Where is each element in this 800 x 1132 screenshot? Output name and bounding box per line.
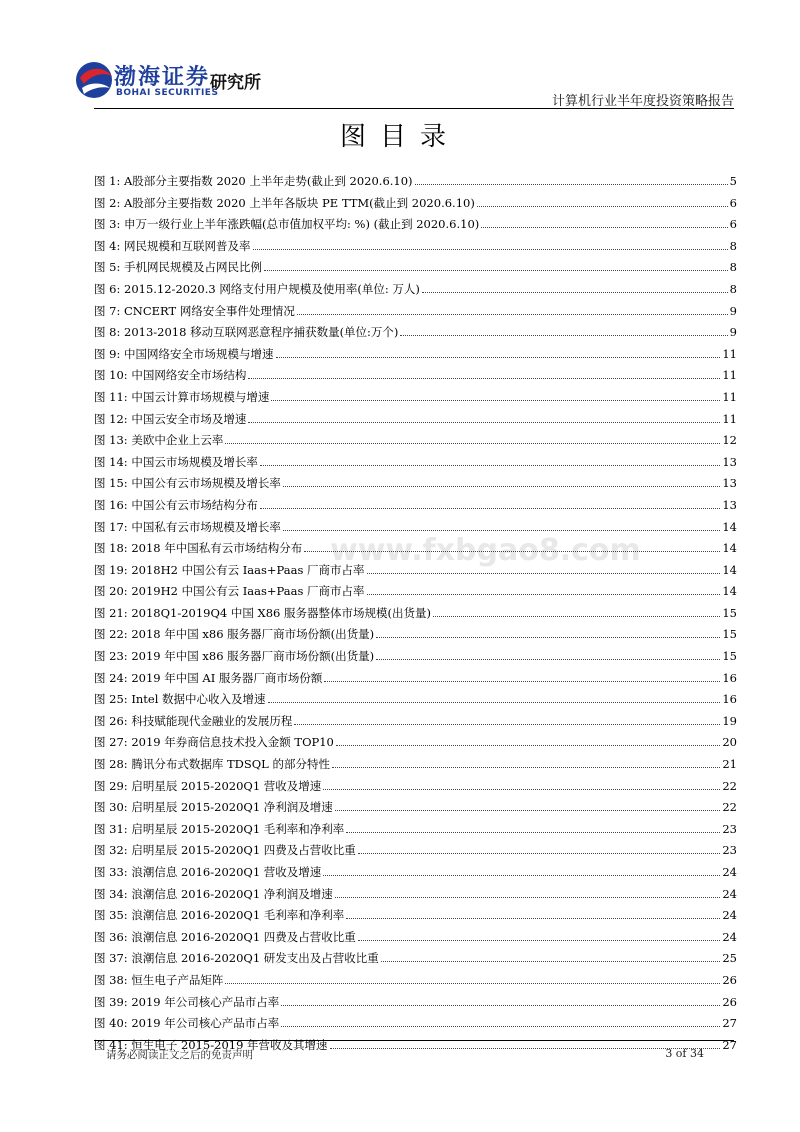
toc-entry[interactable] [94,646,737,668]
toc-entry[interactable] [94,452,737,474]
toc-dot-leader [248,409,720,423]
toc-entry-page: 8 [729,281,737,296]
toc-entry-page: 14 [722,519,737,534]
toc-dot-leader [225,970,720,984]
toc-dot-leader [335,797,721,811]
toc-entry-page: 14 [722,541,737,556]
toc-dot-leader [367,560,721,574]
toc-entry-page: 8 [729,260,737,275]
toc-entry-page: 9 [729,325,737,340]
toc-entry[interactable] [94,344,737,366]
toc-entry-label: 图 17: 中国私有云市场规模及增长率 [94,519,281,534]
toc-entry[interactable] [94,970,737,992]
toc-dot-leader [400,322,727,336]
toc-entry[interactable] [94,257,737,279]
toc-dot-leader [433,603,720,617]
toc-dot-leader [381,948,721,962]
toc-entry[interactable] [94,797,737,819]
toc-entry[interactable] [94,905,737,927]
toc-entry[interactable] [94,1013,737,1035]
toc-entry-page: 21 [722,757,737,772]
toc-entry-label: 图 12: 中国云安全市场及增速 [94,411,247,426]
toc-dot-leader [358,927,721,941]
page-number: 3 of 34 [665,1047,704,1060]
toc-entry[interactable] [94,862,737,884]
toc-entry[interactable] [94,732,737,754]
toc-entry[interactable] [94,624,737,646]
toc-entry[interactable] [94,603,737,625]
toc-entry-page: 24 [722,865,737,879]
toc-entry-page: 15 [722,627,737,642]
toc-dot-leader [294,711,720,725]
toc-entry[interactable] [94,776,737,798]
toc-entry-label: 图 16: 中国公有云市场结构分布 [94,497,258,512]
toc-entry-label: 图 10: 中国网络安全市场结构 [94,368,247,383]
page-footer [0,1040,800,1070]
toc-entry[interactable] [94,668,737,690]
page-header [0,0,800,110]
footer-divider [94,1040,734,1041]
figure-table-of-contents [94,171,737,1056]
toc-entry[interactable] [94,948,737,970]
toc-entry-page: 27 [722,1037,737,1052]
toc-dot-leader [376,646,720,660]
toc-entry-page: 24 [722,929,737,944]
toc-entry-page: 24 [722,886,737,901]
toc-entry-label: 图 22: 2018 年中国 x86 服务器厂商市场份额(出货量) [94,627,375,642]
disclaimer-text: 请务必阅读正文之后的免责声明 [106,1049,253,1061]
toc-entry-page: 11 [722,368,737,383]
toc-dot-leader [415,171,728,185]
toc-dot-leader [481,214,727,228]
toc-dot-leader [422,279,728,293]
toc-entry-page: 9 [729,303,737,318]
toc-entry-label: 图 25: Intel 数据中心收入及增速 [94,692,266,707]
toc-entry-label: 图 40: 2019 年公司核心产品市占率 [94,1016,280,1031]
toc-entry-page: 11 [722,346,737,361]
toc-entry[interactable] [94,279,737,301]
toc-entry[interactable] [94,365,737,387]
toc-entry[interactable] [94,495,737,517]
toc-entry[interactable] [94,171,737,193]
toc-entry-label: 图 32: 启明星辰 2015-2020Q1 四费及占营收比重 [94,843,356,858]
toc-entry-page: 25 [722,951,737,966]
toc-entry-page: 23 [722,843,737,858]
toc-entry-page: 22 [722,778,737,793]
logo-chinese-text: 渤海证券 [114,65,211,90]
toc-entry-page: 13 [722,497,737,512]
toc-entry-label: 图 29: 启明星辰 2015-2020Q1 营收及增速 [94,778,322,793]
toc-entry-label: 图 37: 浪潮信息 2016-2020Q1 研发支出及占营收比重 [94,951,379,966]
toc-entry-page: 23 [722,821,737,836]
toc-entry[interactable] [94,473,737,495]
toc-entry[interactable] [94,992,737,1014]
report-title: 计算机行业半年度投资策略报告 [551,94,734,109]
toc-entry-page: 14 [722,562,737,577]
toc-entry-label: 图 14: 中国云市场规模及增长率 [94,454,258,469]
toc-entry[interactable] [94,214,737,236]
toc-entry-label: 图 6: 2015.12-2020.3 网络支付用户规模及使用率(单位: 万人) [94,281,420,296]
toc-dot-leader [477,193,728,207]
toc-entry[interactable] [94,884,737,906]
toc-dot-leader [283,517,721,531]
toc-entry-label: 图 3: 申万一级行业上半年涨跌幅(总市值加权平均: %) (截止到 2020.6.10) [94,217,480,232]
toc-dot-leader [260,495,721,509]
toc-entry-page: 15 [722,605,737,620]
toc-entry-label: 图 38: 恒生电子产品矩阵 [94,972,224,987]
toc-entry-label: 图 34: 浪潮信息 2016-2020Q1 净利润及增速 [94,886,333,901]
toc-entry[interactable] [94,927,737,949]
toc-entry[interactable] [94,840,737,862]
toc-dot-leader [248,365,720,379]
toc-dot-leader [268,689,721,703]
toc-entry[interactable] [94,193,737,215]
toc-entry-label: 图 8: 2013-2018 移动互联网恶意程序捕获数量(单位:万个) [94,325,399,340]
toc-entry[interactable] [94,301,737,323]
toc-entry[interactable] [94,387,737,409]
toc-entry-page: 8 [729,238,737,253]
toc-entry-label: 图 15: 中国公有云市场规模及增长率 [94,476,281,491]
toc-entry[interactable] [94,236,737,258]
toc-entry-label: 图 13: 美欧中企业上云率 [94,433,224,448]
institute-label: 研究所 [210,73,261,93]
toc-entry-page: 22 [722,800,737,815]
page-title: 图目录 [339,122,460,152]
toc-entry[interactable] [94,409,737,431]
toc-entry-label: 图 18: 2018 年中国私有云市场结构分布 [94,541,303,556]
toc-entry-page: 27 [722,1016,737,1031]
header-divider [94,108,734,109]
toc-entry-page: 5 [729,174,737,188]
toc-dot-leader [283,473,721,487]
toc-entry[interactable] [94,754,737,776]
toc-entry[interactable] [94,322,737,344]
toc-entry[interactable] [94,517,737,539]
toc-entry-label: 图 19: 2018H2 中国公有云 Iaas+Paas 厂商市占率 [94,562,365,577]
toc-entry-label: 图 21: 2018Q1-2019Q4 中国 X86 服务器整体市场规模(出货量) [94,605,431,620]
toc-dot-leader [225,430,720,444]
toc-dot-leader [260,452,721,466]
toc-dot-leader [271,387,720,401]
toc-dot-leader [304,538,720,552]
toc-dot-leader [358,840,721,854]
toc-dot-leader [264,257,728,271]
toc-dot-leader [276,344,721,358]
toc-entry-page: 20 [722,735,737,750]
toc-entry-page: 15 [722,649,737,664]
toc-entry-label: 图 7: CNCERT 网络安全事件处理情况 [94,303,295,318]
toc-entry-page: 14 [722,584,737,599]
toc-entry-page: 16 [722,692,737,707]
toc-entry-label: 图 20: 2019H2 中国公有云 Iaas+Paas 厂商市占率 [94,584,365,599]
toc-entry-page: 11 [722,389,737,404]
toc-entry[interactable] [94,538,737,560]
toc-entry-label: 图 4: 网民规模和互联网普及率 [94,238,251,253]
toc-entry-label: 图 11: 中国云计算市场规模与增速 [94,389,270,404]
toc-entry-page: 16 [722,670,737,685]
toc-entry-page: 24 [722,908,737,923]
toc-entry-label: 图 26: 科技赋能现代金融业的发展历程 [94,713,293,728]
toc-entry-label: 图 24: 2019 年中国 AI 服务器厂商市场份额 [94,670,323,685]
toc-dot-leader [323,776,720,790]
toc-dot-leader [253,236,728,250]
toc-entry-label: 图 5: 手机网民规模及占网民比例 [94,260,263,275]
toc-dot-leader [336,732,720,746]
toc-entry-label: 图 31: 启明星辰 2015-2020Q1 毛利率和净利率 [94,821,345,836]
toc-dot-leader [376,624,720,638]
toc-dot-leader [346,819,720,833]
toc-entry[interactable] [94,819,737,841]
toc-dot-leader [323,862,720,876]
toc-entry-label: 图 39: 2019 年公司核心产品市占率 [94,994,280,1009]
toc-entry-page: 6 [729,195,737,210]
watermark: www.fxbgao8.com [330,533,641,568]
toc-entry-label: 图 23: 2019 年中国 x86 服务器厂商市场份额(出货量) [94,649,375,664]
toc-dot-leader [346,905,720,919]
toc-dot-leader [332,754,720,768]
toc-entry[interactable] [94,689,737,711]
toc-entry-label: 图 28: 腾讯分布式数据库 TDSQL 的部分特性 [94,757,330,772]
toc-entry-page: 13 [722,454,737,469]
toc-dot-leader [324,668,720,682]
toc-entry-label: 图 36: 浪潮信息 2016-2020Q1 四费及占营收比重 [94,929,356,944]
toc-entry-label: 图 33: 浪潮信息 2016-2020Q1 营收及增速 [94,865,322,879]
toc-entry-page: 12 [722,433,737,448]
toc-entry-label: 图 1: A股部分主要指数 2020 上半年走势(截止到 2020.6.10) [94,174,413,188]
toc-entry-page: 6 [729,217,737,232]
toc-dot-leader [297,301,728,315]
toc-dot-leader [281,1013,720,1027]
toc-entry-label: 图 27: 2019 年券商信息技术投入金额 TOP10 [94,735,334,750]
toc-entry-label: 图 41: 恒生电子 2015-2019 年营收及其增速 [94,1037,328,1052]
toc-entry-label: 图 9: 中国网络安全市场规模与增速 [94,346,274,361]
toc-entry-page: 19 [722,713,737,728]
toc-entry[interactable] [94,711,737,733]
logo-english-text: BOHAI SECURITIES [116,88,219,98]
toc-entry-page: 11 [722,411,737,426]
toc-entry-label: 图 30: 启明星辰 2015-2020Q1 净利润及增速 [94,800,333,815]
toc-entry-page: 13 [722,476,737,491]
bohai-logo-icon [74,58,118,102]
toc-dot-leader [281,992,720,1006]
toc-entry-label: 图 35: 浪潮信息 2016-2020Q1 毛利率和净利率 [94,908,345,923]
toc-entry[interactable] [94,430,737,452]
toc-entry[interactable] [94,560,737,582]
toc-entry-page: 26 [722,972,737,987]
toc-entry-page: 26 [722,994,737,1009]
toc-dot-leader [367,581,721,595]
toc-entry-label: 图 2: A股部分主要指数 2020 上半年各版块 PE TTM(截止到 2020.6.10) [94,195,475,210]
toc-dot-leader [335,884,721,898]
toc-entry[interactable] [94,581,737,603]
